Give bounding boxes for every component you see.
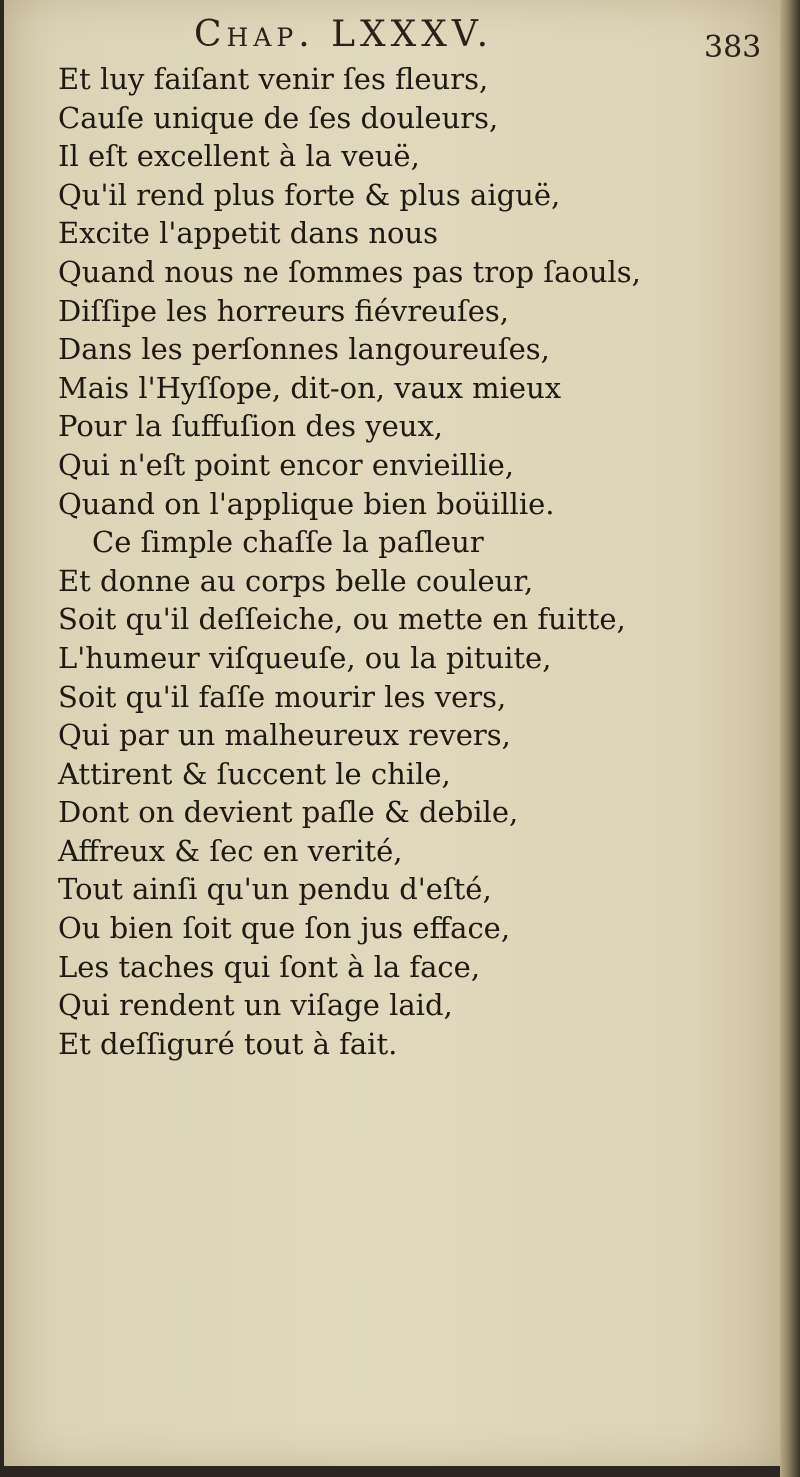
book-page [4,0,780,1466]
verse-line: Il eſt excellent à la veuë, [58,139,420,174]
verse-line: Qu'il rend plus forte & plus aiguë, [58,177,561,212]
verse-line: Soit qu'il deſſeiche, ou mette en fuitte, [58,602,626,637]
verse-line: Et donne au corps belle couleur, [58,563,534,598]
verse-line: Quand on l'applique bien boüillie. [58,486,555,521]
verse-line: Qui rendent un viſage laid, [58,988,453,1023]
verse-line: Diſſipe les horreurs fiévreuſes, [58,293,510,328]
verse-line: Ce ſimple chaſſe la paſleur [92,525,484,560]
verse-line: Dans les perſonnes langoureuſes, [58,332,550,367]
verse-line: Les taches qui ſont à la face, [58,949,481,984]
verse-line: Tout ainſi qu'un pendu d'eſté, [58,872,492,907]
verse-line: L'humeur viſqueuſe, ou la pituite, [58,640,552,675]
verse-line: Excite l'appetit dans nous [58,216,439,251]
running-title: Chap. LXXXV. [194,14,494,55]
verse-line: Qui n'eſt point encor envieillie, [58,447,514,482]
verse-line: Pour la ſuffuſion des yeux, [58,409,444,444]
verse-line: Quand nous ne ſommes pas trop ſaouls, [58,254,641,289]
verse-line: Mais l'Hyſſope, dit-on, vaux mieux [58,370,562,405]
verse-line: Dont on devient paſle & debile, [58,795,519,830]
verse-line: Et luy faiſant venir ſes fleurs, [58,62,489,96]
verse-line: Attirent & ſuccent le chile, [58,756,451,791]
verse-line: Affreux & ſec en verité, [58,833,403,868]
verse-line: Cauſe unique de ſes douleurs, [58,100,499,135]
page-edge-shadow [780,0,800,1477]
verse-line: Soit qu'il faſſe mourir les vers, [58,679,507,714]
verse-line: Ou bien ſoit que ſon jus efface, [58,911,511,946]
verse-line: Qui par un malheureux revers, [58,718,511,753]
page-number: 383 [704,30,762,65]
poem-text [58,60,778,1063]
verse-line: Et deſſiguré tout à fait. [58,1026,398,1061]
